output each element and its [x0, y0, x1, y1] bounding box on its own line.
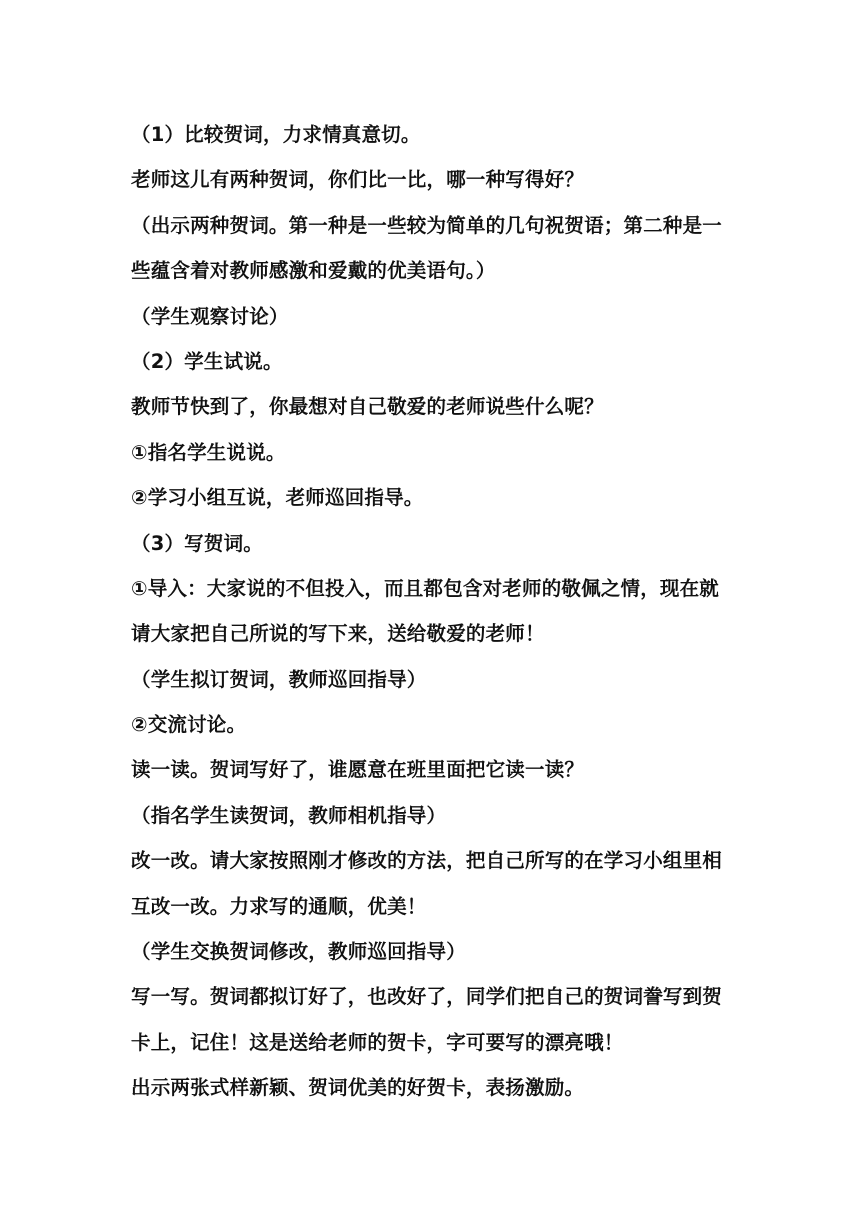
- paragraph-line: 互改一改。力求写的通顺，优美！: [131, 894, 427, 918]
- paragraph-line: 请大家把自己所说的写下来，送给敬爱的老师！: [131, 622, 545, 646]
- paragraph-line: 改一改。请大家按照刚才修改的方法，把自己所写的在学习小组里相: [131, 849, 723, 873]
- paragraph-line: （学生观察讨论）: [131, 304, 289, 328]
- paragraph-line: ①导入：大家说的不但投入，而且都包含对老师的敬佩之情，现在就: [131, 576, 720, 600]
- paragraph-line: （1）比较贺词，力求情真意切。: [131, 123, 421, 146]
- paragraph-line: （出示两种贺词。第一种是一些较为简单的几句祝贺语；第二种是一: [131, 213, 723, 237]
- paragraph-line: 卡上，记住！这是送给老师的贺卡，字可要写的漂亮哦！: [131, 1030, 624, 1054]
- paragraph-line: ①指名学生说说。: [131, 440, 286, 464]
- paragraph-line: （学生拟订贺词，教师巡回指导）: [131, 667, 427, 691]
- paragraph-line: 些蕴含着对教师感激和爱戴的优美语句。）: [131, 259, 496, 283]
- paragraph-line: 教师节快到了，你最想对自己敬爱的老师说些什么呢？: [131, 395, 604, 419]
- paragraph-line: （指名学生读贺词，教师相机指导）: [131, 803, 447, 827]
- paragraph-line: （2）学生试说。: [131, 349, 283, 373]
- paragraph-line: 写一写。贺词都拟订好了，也改好了，同学们把自己的贺词誊写到贺: [131, 985, 723, 1009]
- paragraph-line: ②学习小组互说，老师巡回指导。: [131, 486, 424, 510]
- paragraph-line: 老师这儿有两种贺词，你们比一比，哪一种写得好？: [131, 168, 585, 192]
- paragraph-line: 读一读。贺词写好了，谁愿意在班里面把它读一读？: [131, 758, 585, 782]
- paragraph-line: ②交流讨论。: [131, 713, 247, 737]
- paragraph-line: （3）写贺词。: [131, 531, 263, 555]
- document-body: [131, 112, 731, 1111]
- paragraph-line: 出示两张式样新颖、贺词优美的好贺卡，表扬激励。: [131, 1076, 585, 1100]
- paragraph-line: （学生交换贺词修改，教师巡回指导）: [131, 940, 466, 964]
